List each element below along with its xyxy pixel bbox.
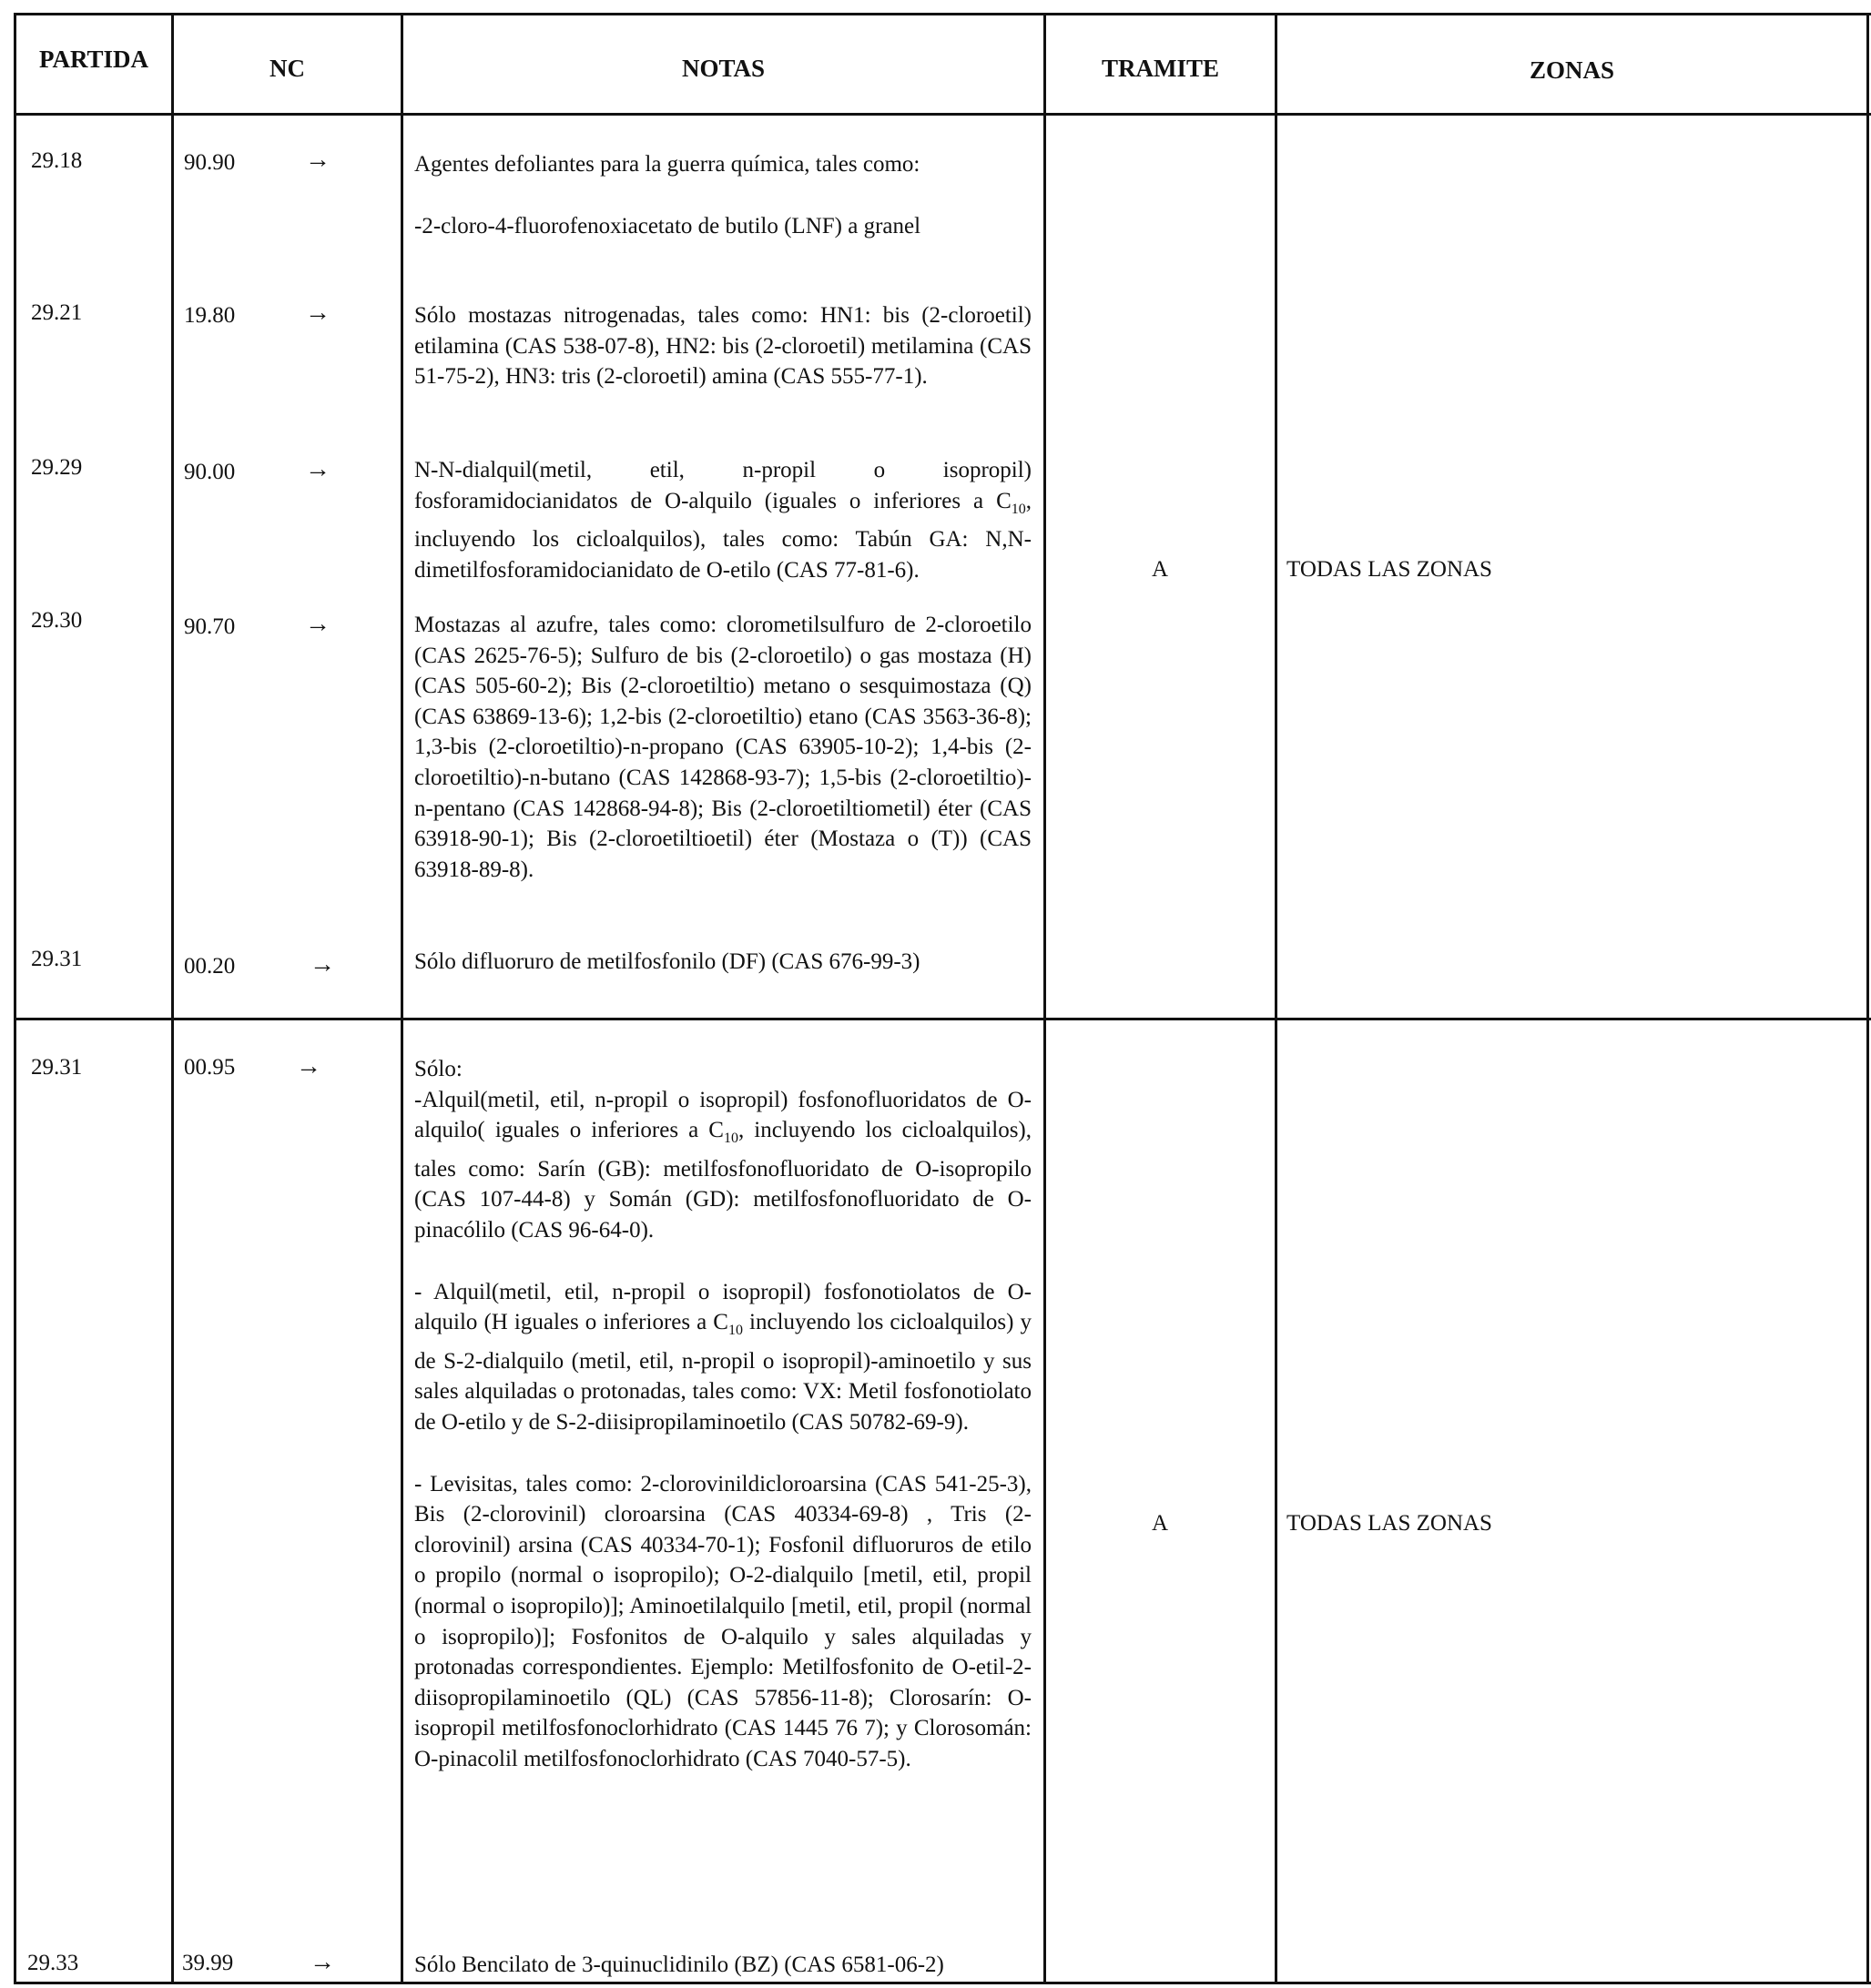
tramite-cell: A: [1151, 557, 1169, 582]
nc-cell: 39.99: [182, 1951, 234, 1975]
notas-cell: Agentes defoliantes para la guerra química, tales como: -2-cloro-4-fluorofenoxiacetato de butilo (LNF) a granel: [414, 152, 921, 238]
nc-cell: 00.95: [184, 1055, 236, 1080]
arrow-icon: →: [305, 455, 330, 483]
header-notas: NOTAS: [681, 55, 766, 82]
header-zonas: ZONAS: [1529, 56, 1615, 84]
partida-cell: 29.33: [27, 1951, 79, 1975]
arrow-icon: →: [296, 1052, 321, 1080]
nc-cell: 90.90: [184, 150, 236, 175]
header-tramite: TRAMITE: [1101, 55, 1219, 82]
nc-cell: 19.80: [184, 303, 236, 328]
header-partida: PARTIDA: [38, 46, 149, 73]
notas-cell: Sólo mostazas nitrogenadas, tales como: HN1: bis (2-cloroetil) etilamina (CAS 538-07-8), HN2: bis (2-cloroetil) metilamina (CAS 51-75-2), HN3: tris (2-cloroetil) amina (CAS 555-77-1).: [414, 303, 1032, 390]
notas-cell: Mostazas al azufre, tales como: clorometilsulfuro de 2-cloroetilo (CAS 2625-76-5); Sulfuro de bis (2-cloroetilo) o gas mostaza (H) (CAS 505-60-2); Bis (2-cloroetiltio) metano o sesquimostaza (Q) (CAS 63869-13-6); 1,2-bis (2-cloroetiltio) etano (CAS 3563-36-8); 1,3-bis (2-cloroetiltio)-n-propano (CAS 63905-10-2); 1,4-bis (2-cloroetiltio)-n-butano (CAS 142868-93-7); 1,5-bis (2-cloroetiltio)-n-pentano (CAS 142868-94-8); Bis (2-cloroetiltiometil) éter (CAS 63918-90-1); Bis (2-cloroetiltioetil) éter (Mostaza o (T)) (CAS 63918-89-8).: [414, 613, 1032, 882]
nc-cell: 00.20: [184, 954, 236, 979]
arrow-icon: →: [305, 146, 330, 174]
partida-cell: 29.31: [31, 1055, 83, 1080]
zonas-cell: TODAS LAS ZONAS: [1286, 557, 1492, 582]
arrow-icon: →: [305, 610, 330, 638]
partida-cell: 29.29: [31, 455, 83, 480]
partida-cell: 29.21: [31, 300, 83, 325]
header-nc: NC: [269, 55, 305, 82]
partida-cell: 29.31: [31, 947, 83, 971]
nc-cell: 90.00: [184, 460, 236, 484]
tramite-cell: A: [1151, 1511, 1169, 1536]
notas-cell: Sólo difluoruro de metilfosfonilo (DF) (CAS 676-99-3): [414, 949, 920, 974]
arrow-icon: →: [310, 1948, 335, 1976]
partida-cell: 29.30: [31, 608, 83, 633]
notas-cell: Sólo: -Alquil(metil, etil, n-propil o isopropil) fosfonofluoridatos de O-alquilo( iguales o inferiores a $C_{10}$, incluyendo los cicloalquilos), tales como: Sarín (GB): metilfosfonofluoridato de O-isopropilo (CAS 107-44-8) y Somán (GD): metilfosfonofluoridato de O-pinacólilo (CAS 96-64-0). - Alquil(metil, etil, n-propil o isopropil) fosfonotiolatos de O-alquilo (H iguales o inferiores a $C_{10}$ incluyendo los cicloalquilos) y de S-2-dialquilo (metil, etil, n-propil o isopropil)-aminoetilo y sus sales alquiladas o protonadas, tales como: VX: Metil fosfonotiolato de O-etilo y de S-2-diisipropilaminoetilo (CAS 50782-69-9). - Levisitas, tales como: 2-clorovinildicloroarsina (CAS 541-25-3), Bis (2-clorovinil) cloroarsina (CAS 40334-69-8) , Tris (2-clorovinil) arsina (CAS 40334-70-1); Fosfonil difluoruros de etilo o propilo (normal o isopropilo); O-2-dialquilo [metil, etil, propil (normal o isopropilo)]; Aminoetilalquilo [metil, etil, propil (normal o isopropilo)]; Fosfonitos de O-alquilo y sales alquiladas y protonadas correspondientes. Ejemplo: Metilfosfonito de O-etil-2-diisopropilaminoetilo (QL) (CAS 57856-11-8); Clorosarín: O-isopropil metilfosfonoclorhidrato (CAS 1445 76 7); y Clorosomán: O-pinacolil metilfosfonoclorhidrato (CAS 7040-57-5).: [414, 1057, 1032, 1771]
zonas-cell: TODAS LAS ZONAS: [1286, 1511, 1492, 1536]
partida-cell: 29.18: [31, 148, 83, 173]
arrow-icon: →: [305, 299, 330, 327]
nc-cell: 90.70: [184, 614, 236, 639]
notas-cell: Sólo Bencilato de 3-quinuclidinilo (BZ) (CAS 6581-06-2): [414, 1952, 944, 1977]
arrow-icon: →: [310, 950, 335, 979]
notas-cell: N-N-dialquil(metil, etil, n-propil o isopropil) fosforamidocianidatos de O-alquilo (iguales o inferiores a $C_{10}$, incluyendo los cicloalquilos), tales como: Tabún GA: N,N-dimetilfosforamidocianidato de O-etilo (CAS 77-81-6).: [414, 458, 1032, 583]
